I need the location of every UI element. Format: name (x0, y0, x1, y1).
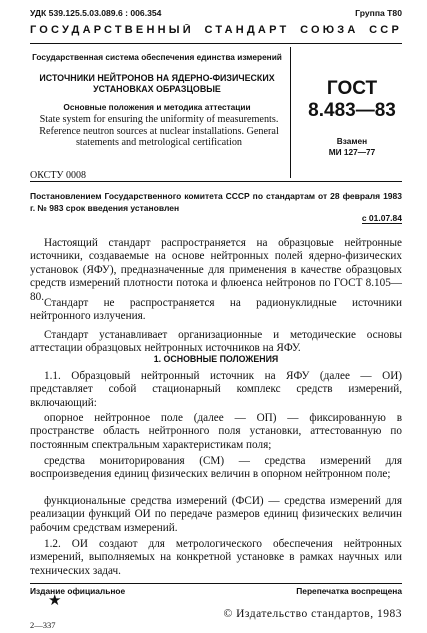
title-divider (290, 47, 291, 178)
system-title: Государственная система обеспечения единства измерений (32, 52, 282, 62)
copyright-line: © Издательство стандартов, 1983 (223, 608, 402, 620)
intro-paragraph-2: Стандарт не распространяется на радионуклидные источники нейтронного излучения. (30, 297, 402, 323)
section-paragraph-1-1: 1.1. Образцовый нейтронный источник на ЯФУ (далее — ОИ) представляет собой стационарный комплекс средств измерений, включающий: (30, 370, 402, 409)
okstu-code: ОКСТУ 0008 (30, 170, 87, 181)
page-code: 2—337 (30, 620, 56, 630)
english-title: State system for ensuring the uniformity of measurements. Reference neutron sources at nuclear installations. General statements and metrological certification (39, 114, 279, 149)
section-paragraph-fsi: функциональные средства измерений (ФСИ) — средства измерений для реализации функций ОИ по передаче размеров единиц физических величин рабочим средствам измерений. (30, 495, 402, 534)
reprint-prohibited-label: Перепечатка воспрещена (296, 586, 402, 596)
section-paragraph-1-2: 1.2. ОИ создают для метрологического обеспечения нейтронных измерений, выполняемых на конкретной установке в рамках научных или технических задач. (30, 538, 402, 577)
replaces-label: Взамен (336, 136, 368, 146)
footer-rule (30, 583, 402, 584)
effective-date: с 01.07.84 (361, 213, 402, 223)
section-paragraph-op: опорное нейтронное поле (далее — ОП) — фиксированную в пространстве область нейтронного поля установки, аттестованную по постоянным спектральным характеристикам поля; (30, 412, 402, 451)
decree-text: Постановлением Государственного комитета СССР по стандартам от 28 февраля 1983 г. № 983 срок введения установлен (30, 191, 402, 213)
intro-paragraph-3: Стандарт устанавливает организационные и методические основы аттестации образцовых нейтронных источников на ЯФУ. (30, 329, 402, 355)
gost-label: ГОСТ (326, 78, 378, 99)
gost-number: 8.483—83 (308, 100, 396, 121)
official-edition-label: Издание официальное (30, 586, 126, 596)
title-rule (30, 181, 402, 182)
section-paragraph-sm: средства мониторирования (СМ) — средства измерений для воспроизведения единиц физических величин в опорном нейтронном поле; (30, 455, 402, 481)
replaces-value: МИ 127—77 (328, 147, 376, 157)
group-code: Группа Т80 (355, 8, 402, 18)
document-title: ИСТОЧНИКИ НЕЙТРОНОВ НА ЯДЕРНО-ФИЗИЧЕСКИХ УСТАНОВКАХ ОБРАЗЦОВЫЕ (39, 73, 275, 94)
document-subtitle: Основные положения и методика аттестации (63, 102, 251, 112)
state-standard-heading: ГОСУДАРСТВЕННЫЙ СТАНДАРТ СОЮЗА ССР (30, 24, 402, 36)
star-icon: ★ (48, 593, 62, 609)
intro-paragraph-1: Настоящий стандарт распространяется на образцовые нейтронные источники, создаваемые на основе нейтронных полей ядерно-физических установок (ЯФУ), предназначенные для применения в качестве образцовых средств измерений плотности потока и флюенса нейтронов по ГОСТ 8.105—80. (30, 237, 402, 303)
udc-code: УДК 539.125.5.03.089.6 : 006.354 (30, 8, 162, 18)
section-heading: 1. ОСНОВНЫЕ ПОЛОЖЕНИЯ (153, 354, 279, 364)
header-rule (30, 43, 402, 44)
